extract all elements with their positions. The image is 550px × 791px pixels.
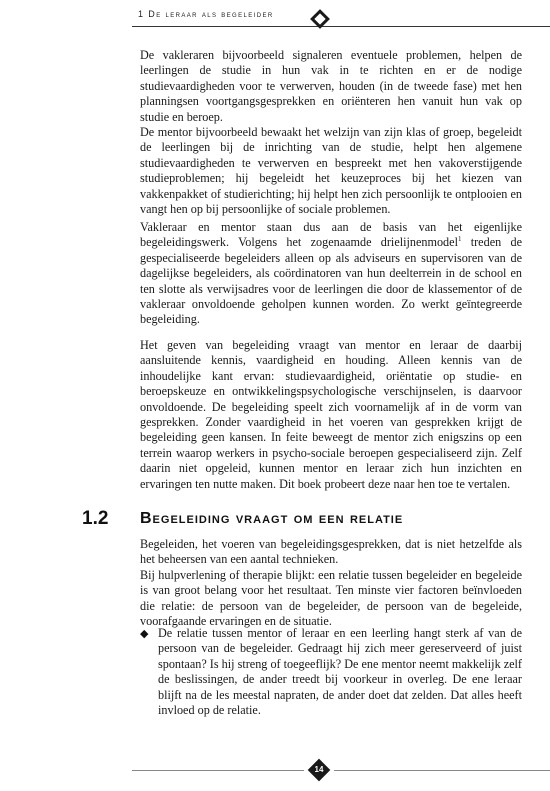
paragraph-begeleiden: Begeleiden, het voeren van begeleidingsgesprekken, dat is niet hetzelfde als het beheersen van een aantal technieken. (140, 537, 522, 567)
bullet-item (140, 626, 522, 718)
footnote-marker: 1 (457, 235, 462, 244)
paragraph-vakleraren: De vakleraren bijvoorbeeld signaleren eventuele problemen, helpen de leerlingen de studie in hun vak in te richten en er de nodige studievaardigheden voor te verwerven, houden (in de tweede fase) met hen planningsen voortgangsgesprekken en oriënteren hen vanuit hun vak op studie en beroep. (140, 48, 522, 124)
bullet-text: De relatie tussen mentor of leraar en een leerling hangt sterk af van de persoon van de begeleider. Gedraagt hij zich meer gereserveerd of juist spontaan? Is hij streng of toegeeflijk? De ene mentor neemt makkelijk zelf de beslissingen, de ander treedt bij voorkeur in overleg. De ene leraar blijft na de les meestal napraten, de ander doet dat zelden. Dat alles heeft invloed op de relatie. (158, 626, 522, 718)
paragraph-drielijnenmodel (140, 220, 522, 328)
paragraph-drielijnenmodel-part1: Vakleraar en mentor staan dus aan de basis van het eigenlijke begeleidingswerk. Volgens het zogenaamde drielijnenmodel (140, 220, 522, 250)
paragraph-hulpverlening: Bij hulpverlening of therapie blijkt: een relatie tussen begeleider en begeleide is van groot belang voor het resultaat. Ten minste vier factoren beïnvloeden die relatie: de persoon van de begeleider, de persoon van de begeleide, voorafgaande ervaringen en de situatie. (140, 568, 522, 629)
diamond-bullet-icon: ◆ (140, 627, 149, 640)
header-rule (132, 26, 550, 27)
page-number: 14 (314, 765, 324, 774)
footer-rule-right (334, 770, 550, 771)
footer-rule-left (132, 770, 304, 771)
section-title: Begeleiding vraagt om een relatie (140, 510, 404, 527)
section-number: 1.2 (82, 508, 109, 529)
paragraph-mentor: De mentor bijvoorbeeld bewaakt het welzijn van zijn klas of groep, begeleidt de leerlingen bij de inrichting van de studie, helpt hen algemene studievaardigheden te verwerven en bespreekt met hen vakoverstijgende studieproblemen; hij begeleidt het keuzeproces bij het kiezen van vakkenpakket of studierichting; hij helpt hen zich persoonlijk te ontplooien en vangt hen op bij persoonlijke of sociale problemen. (140, 125, 522, 217)
paragraph-drielijnenmodel-part2: treden de gespecialiseerde begeleiders alleen op als adviseurs en supervisoren van de dagelijkse begeleiders, als coördinatoren van hun deelterrein in de school en ten slotte als verwijsadres voor de leerlingen die door de klassementor of de vakleraar onvoldoende geholpen kunnen worden. Zo werkt geïntegreerde begeleiding. (140, 235, 522, 327)
paragraph-begeleiding-vraagt: Het geven van begeleiding vraagt van mentor en leraar de daarbij aansluitende kennis, vaardigheid en houding. Alleen kennis van de inhoudelijke kant ervan: studievaardigheid, oriëntatie op studie- en beroepskeuze en ontwikkelingspsychologische verschijnselen, is daarvoor onvoldoende. De begeleiding speelt zich voornamelijk af in de vorm van gesprekken. Zonder vaardigheid in het voeren van gesprekken krijgt de begeleiding geen kansen. In feite beweegt de mentor zich enigszins op een terrein waarop werkers in psycho-sociale beroepen gespecialiseerd zijn. Zelf daarin niet opgeleid, kunnen mentor en leraar zich hun inzichten en ervaringen ten nutte maken. Dit boek probeert deze naar hen toe te vertalen. (140, 338, 522, 491)
running-header: 1 De leraar als begeleider (138, 9, 274, 19)
